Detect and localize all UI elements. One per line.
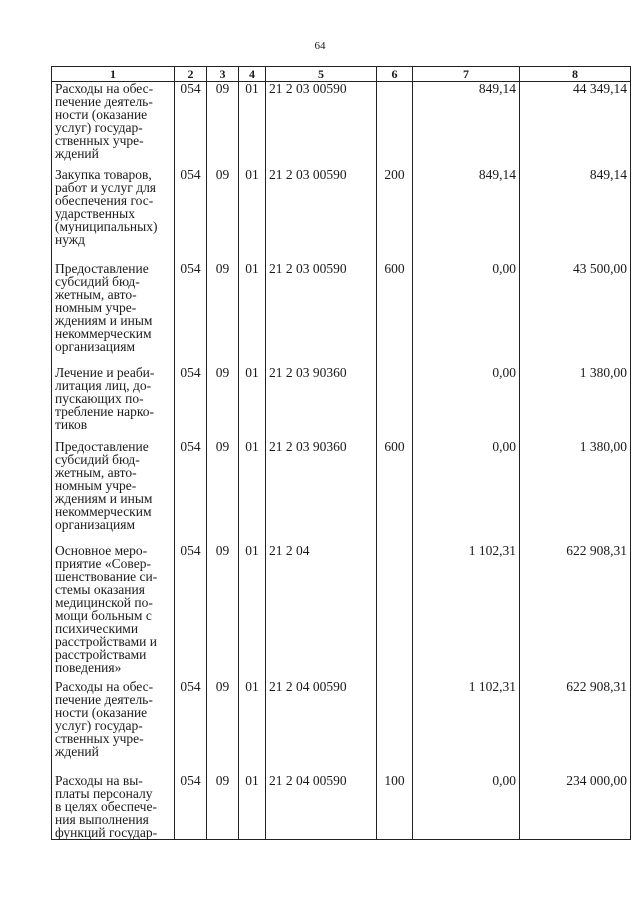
table-row xyxy=(52,262,631,366)
row-name-line: шенствование си- xyxy=(55,568,158,584)
row-name-cell xyxy=(52,544,175,680)
amount-total-cell: 44 349,14 xyxy=(520,82,631,168)
target-article-cell: 21 2 03 00590 xyxy=(266,82,377,168)
row-name-line: ности (оказание xyxy=(55,704,148,720)
subsection-code-cell: 01 xyxy=(239,544,266,680)
row-name-line: ждений xyxy=(55,743,99,759)
row-name-line: Предоставление xyxy=(55,438,149,454)
row-name-line: некоммерческим xyxy=(55,325,152,341)
column-header-2: 2 xyxy=(175,67,207,82)
amount-total-cell: 622 908,31 xyxy=(520,544,631,680)
row-name-line: некоммерческим xyxy=(55,503,152,519)
section-code-cell: 09 xyxy=(207,680,239,774)
row-name-line: литация лиц, до- xyxy=(55,377,152,393)
row-name-line: номным учре- xyxy=(55,299,137,315)
row-name-cell xyxy=(52,262,175,366)
amount-change-cell: 849,14 xyxy=(413,168,520,262)
row-name-cell xyxy=(52,680,175,774)
section-code-cell: 09 xyxy=(207,168,239,262)
row-name-line: ударственных xyxy=(55,205,135,221)
amount-change-cell: 0,00 xyxy=(413,440,520,544)
row-name-line: ственных учре- xyxy=(55,133,144,148)
column-header-7: 7 xyxy=(413,67,520,82)
admin-code-cell: 054 xyxy=(175,168,207,262)
amount-change-cell: 0,00 xyxy=(413,366,520,440)
column-header-5: 5 xyxy=(266,67,377,82)
section-code-cell: 09 xyxy=(207,82,239,168)
subsection-code-cell: 01 xyxy=(239,774,266,840)
row-name-line: ждениям и иным xyxy=(55,490,153,506)
row-name-line: Расходы на вы- xyxy=(55,772,143,788)
row-name-line: тиков xyxy=(55,416,88,432)
row-name-line: ния выполнения xyxy=(55,811,149,827)
amount-total-cell: 1 380,00 xyxy=(520,366,631,440)
subsection-code-cell: 01 xyxy=(239,680,266,774)
subsection-code-cell: 01 xyxy=(239,82,266,168)
subsection-code-cell: 01 xyxy=(239,262,266,366)
column-header-8: 8 xyxy=(520,67,631,82)
row-name-line: ственных учре- xyxy=(55,730,144,746)
row-name-line: организациям xyxy=(55,338,136,354)
admin-code-cell: 054 xyxy=(175,366,207,440)
amount-change-cell: 849,14 xyxy=(413,82,520,168)
row-name-line: печение деятель- xyxy=(55,691,153,707)
subsection-code-cell: 01 xyxy=(239,168,266,262)
expense-type-cell xyxy=(377,544,413,680)
row-name-line: мощи больным с xyxy=(55,607,152,623)
row-name-line: услуг) государ- xyxy=(55,120,143,135)
column-header-3: 3 xyxy=(207,67,239,82)
row-name-line: обеспечения гос- xyxy=(55,192,154,208)
target-article-cell: 21 2 04 00590 xyxy=(266,680,377,774)
column-header-6: 6 xyxy=(377,67,413,82)
column-header-4: 4 xyxy=(239,67,266,82)
row-name-line: ждений xyxy=(55,146,99,161)
row-name-line: (муниципальных) xyxy=(55,218,158,234)
table-header-row xyxy=(52,67,631,82)
row-name-line: нужд xyxy=(55,231,85,247)
target-article-cell: 21 2 04 xyxy=(266,544,377,680)
budget-table xyxy=(51,66,631,840)
table-row xyxy=(52,440,631,544)
expense-type-cell: 600 xyxy=(377,440,413,544)
row-name-line: медицинской по- xyxy=(55,594,153,610)
row-name-line: услуг) государ- xyxy=(55,717,143,733)
expense-type-cell xyxy=(377,366,413,440)
table-body xyxy=(52,82,631,840)
row-name-line: функций государ- xyxy=(55,824,158,840)
amount-total-cell: 234 000,00 xyxy=(520,774,631,840)
row-name-line: расстройствами и xyxy=(55,633,157,649)
subsection-code-cell: 01 xyxy=(239,440,266,544)
expense-type-cell xyxy=(377,680,413,774)
section-code-cell: 09 xyxy=(207,440,239,544)
row-name-line: номным учре- xyxy=(55,477,137,493)
row-name-cell xyxy=(52,82,175,168)
target-article-cell: 21 2 03 90360 xyxy=(266,366,377,440)
amount-change-cell: 0,00 xyxy=(413,774,520,840)
row-name-line: Лечение и реаби- xyxy=(55,364,155,380)
expense-type-cell: 600 xyxy=(377,262,413,366)
row-name-line: в целях обеспече- xyxy=(55,798,157,814)
row-name-cell xyxy=(52,168,175,262)
amount-change-cell: 1 102,31 xyxy=(413,544,520,680)
row-name-line: Закупка товаров, xyxy=(55,166,152,182)
section-code-cell: 09 xyxy=(207,366,239,440)
expense-type-cell: 100 xyxy=(377,774,413,840)
row-name-line: приятие «Совер- xyxy=(55,555,151,571)
row-name-line: Основное меро- xyxy=(55,542,148,558)
row-name-line: субсидий бюд- xyxy=(55,273,140,289)
amount-total-cell: 43 500,00 xyxy=(520,262,631,366)
row-name-line: платы персоналу xyxy=(55,785,153,801)
row-name-line: психическими xyxy=(55,620,139,636)
subsection-code-cell: 01 xyxy=(239,366,266,440)
target-article-cell: 21 2 03 90360 xyxy=(266,440,377,544)
page-number: 64 xyxy=(314,40,326,52)
target-article-cell: 21 2 04 00590 xyxy=(266,774,377,840)
row-name-line: требление нарко- xyxy=(55,403,154,419)
row-name-line: работ и услуг для xyxy=(55,179,157,195)
row-name-cell xyxy=(52,440,175,544)
table-row xyxy=(52,680,631,774)
admin-code-cell: 054 xyxy=(175,82,207,168)
amount-total-cell: 1 380,00 xyxy=(520,440,631,544)
table-row xyxy=(52,774,631,840)
admin-code-cell: 054 xyxy=(175,680,207,774)
amount-change-cell: 1 102,31 xyxy=(413,680,520,774)
row-name-line: Расходы на обес- xyxy=(55,81,154,96)
expense-type-cell xyxy=(377,82,413,168)
table-row xyxy=(52,82,631,168)
column-header-1: 1 xyxy=(52,67,175,82)
admin-code-cell: 054 xyxy=(175,774,207,840)
row-name-line: Предоставление xyxy=(55,260,149,276)
row-name-cell xyxy=(52,774,175,840)
table-row xyxy=(52,544,631,680)
row-name-cell xyxy=(52,366,175,440)
row-name-line: Расходы на обес- xyxy=(55,678,154,694)
row-name-line: печение деятель- xyxy=(55,94,153,109)
table-row xyxy=(52,366,631,440)
admin-code-cell: 054 xyxy=(175,544,207,680)
row-name-line: жетным, авто- xyxy=(55,286,137,302)
admin-code-cell: 054 xyxy=(175,440,207,544)
row-name-line: субсидий бюд- xyxy=(55,451,140,467)
row-name-line: ждениям и иным xyxy=(55,312,153,328)
table-row xyxy=(52,168,631,262)
amount-change-cell: 0,00 xyxy=(413,262,520,366)
target-article-cell: 21 2 03 00590 xyxy=(266,262,377,366)
row-name-line: стемы оказания xyxy=(55,581,145,597)
expense-type-cell: 200 xyxy=(377,168,413,262)
row-name-line: организациям xyxy=(55,516,136,532)
amount-total-cell: 622 908,31 xyxy=(520,680,631,774)
row-name-line: ности (оказание xyxy=(55,107,148,122)
row-name-line: поведения» xyxy=(55,659,122,675)
amount-total-cell: 849,14 xyxy=(520,168,631,262)
section-code-cell: 09 xyxy=(207,262,239,366)
row-name-line: пускающих по- xyxy=(55,390,144,406)
section-code-cell: 09 xyxy=(207,774,239,840)
section-code-cell: 09 xyxy=(207,544,239,680)
admin-code-cell: 054 xyxy=(175,262,207,366)
target-article-cell: 21 2 03 00590 xyxy=(266,168,377,262)
row-name-line: расстройствами xyxy=(55,646,147,662)
row-name-line: жетным, авто- xyxy=(55,464,137,480)
